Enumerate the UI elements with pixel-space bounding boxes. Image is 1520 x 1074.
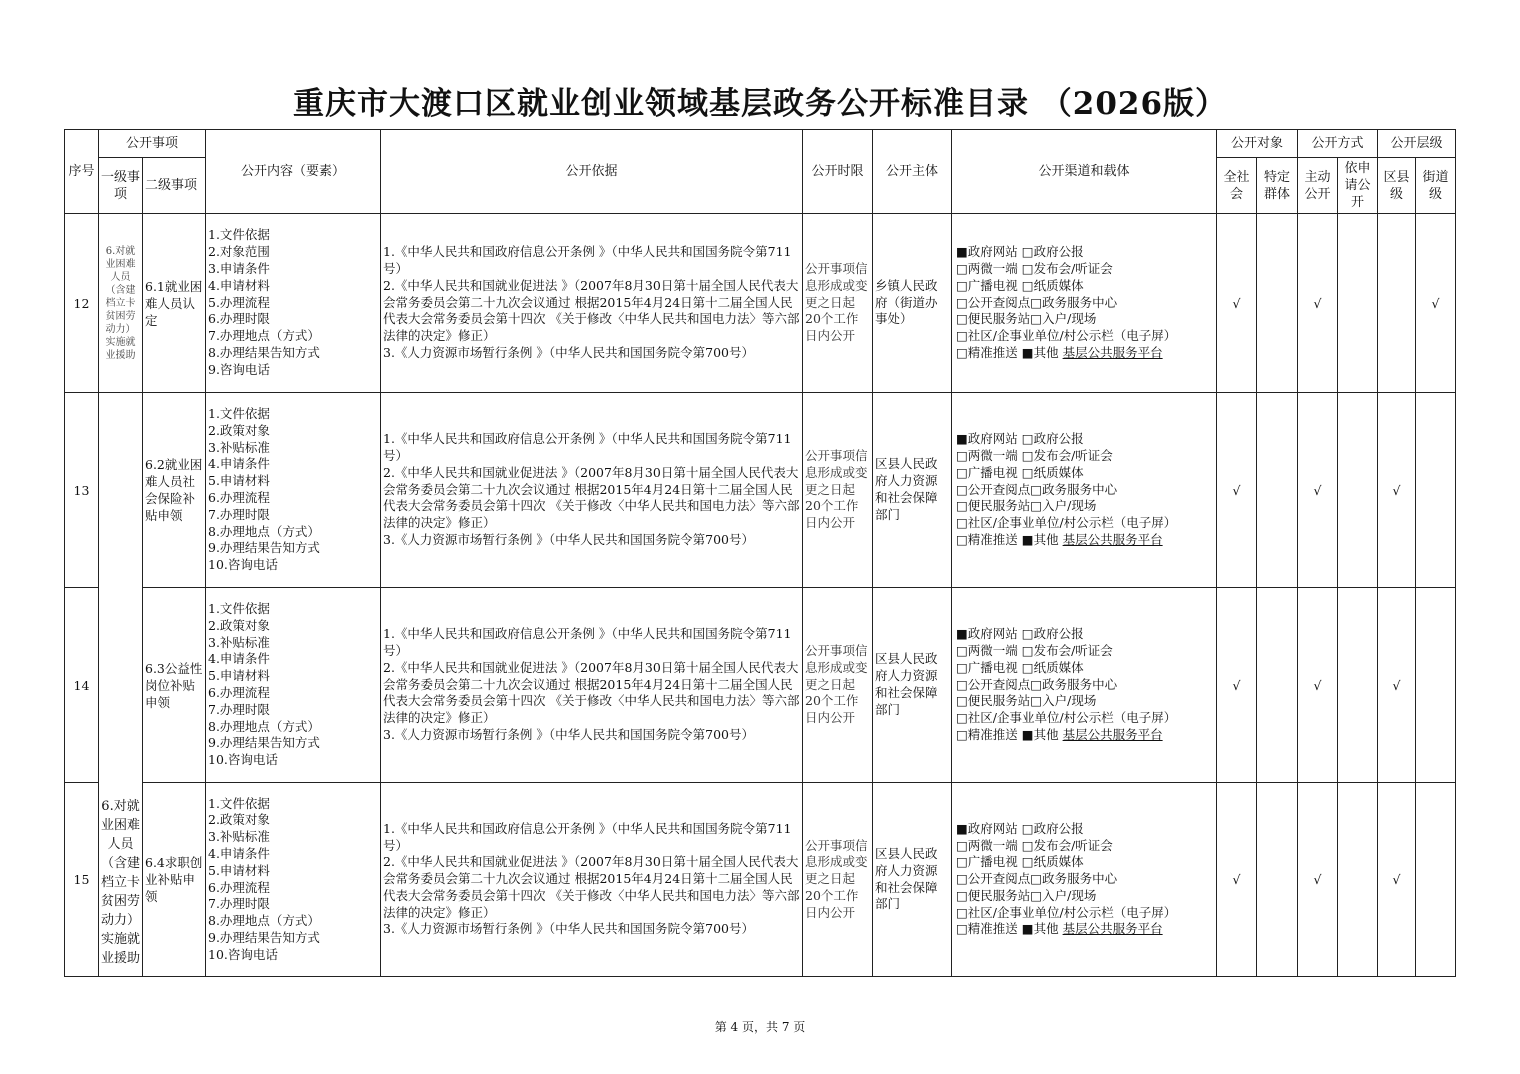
header-street: 街道级 (1416, 158, 1456, 214)
catalog-table (64, 129, 1456, 977)
check-street (1416, 393, 1456, 588)
check-apply (1338, 588, 1378, 783)
check-apply (1338, 214, 1378, 393)
channel-line: □精准推送 ■其他 (956, 344, 1059, 360)
table-row (65, 783, 1456, 977)
channel-line: ■政府网站 □政府公报 (956, 626, 1084, 642)
channel-line: □便民服务站□入户/现场 (956, 693, 1097, 709)
page-title: 重庆市大渡口区就业创业领域基层政务公开标准目录 （2026版） (292, 86, 1228, 122)
check-county: √ (1378, 588, 1416, 783)
channel-line: □公开查阅点□政务服务中心 (956, 676, 1118, 692)
check-county: √ (1378, 783, 1416, 977)
channel-line: □广播电视 □纸质媒体 (956, 277, 1084, 293)
check-whole: √ (1217, 783, 1257, 977)
level1-cell: 6.对就业困难人员（含建档立卡贫困劳动力）实施就业援助 (99, 214, 143, 393)
check-street: √ (1416, 214, 1456, 393)
channel-line: □公开查阅点□政务服务中心 (956, 481, 1118, 497)
basis-cell: 1.《中华人民共和国政府信息公开条例 》（中华人民共和国国务院令第711号） 2.《中华人民共和国就业促进法 》（2007年8月30日第十届全国人民代表大会常务委员会第二十九次会议通过 根据2015年4月24日第十二届全国人民代表大会常务委员会第十四次 《关于修改〈中华人民共和国电力法〉等六部法律的决定》修正） 3.《人力资源市场暂行条例 》（中华人民共和国国务院令第700号） (381, 588, 803, 783)
channel-cell (952, 214, 1217, 393)
check-apply (1338, 393, 1378, 588)
header-active: 主动公开 (1298, 158, 1338, 214)
channel-other: 基层公共服务平台 (1062, 344, 1163, 360)
header-level1: 一级事项 (99, 158, 143, 214)
header-specific: 特定群体 (1257, 158, 1298, 214)
content-cell: 1.文件依据 2.政策对象 3.补贴标准 4.申请条件 5.申请材料 6.办理流程 7.办理时限 8.办理地点（方式） 9.办理结果告知方式 10.咨询电话 (206, 393, 381, 588)
channel-line: □社区/企事业单位/村公示栏（电子屏） (956, 904, 1177, 920)
channel-line: ■政府网站 □政府公报 (956, 431, 1084, 447)
channel-line: □便民服务站□入户/现场 (956, 311, 1097, 327)
check-county (1378, 214, 1416, 393)
table-row (65, 214, 1456, 393)
channel-line: □精准推送 ■其他 (956, 726, 1059, 742)
channel-line: □广播电视 □纸质媒体 (956, 659, 1084, 675)
level2-cell: 6.2就业困难人员社会保险补贴申领 (143, 393, 206, 588)
check-active: √ (1298, 783, 1338, 977)
check-whole: √ (1217, 393, 1257, 588)
table-row (65, 393, 1456, 588)
header-level: 公开层级 (1378, 130, 1456, 158)
header-level2: 二级事项 (143, 158, 206, 214)
channel-line: □两微一端 □发布会/听证会 (956, 643, 1113, 658)
channel-cell (952, 588, 1217, 783)
check-specific (1257, 588, 1298, 783)
seq-cell: 15 (65, 783, 99, 977)
check-street (1416, 783, 1456, 977)
time-cell: 公开事项信息形成或变更之日起20个工作日内公开 (803, 214, 873, 393)
channel-line: □便民服务站□入户/现场 (956, 887, 1097, 903)
channel-line: □两微一端 □发布会/听证会 (956, 837, 1113, 853)
header-content: 公开内容（要素） (206, 130, 381, 214)
check-active: √ (1298, 214, 1338, 393)
seq-cell: 14 (65, 588, 99, 783)
header-target: 公开对象 (1217, 130, 1298, 158)
page-footer: 第 4 页，共 7 页 (714, 1020, 806, 1034)
subject-cell: 区县人民政府人力资源和社会保障部门 (873, 783, 952, 977)
channel-line: □社区/企事业单位/村公示栏（电子屏） (956, 710, 1177, 726)
seq-cell: 13 (65, 393, 99, 588)
content-cell: 1.文件依据 2.政策对象 3.补贴标准 4.申请条件 5.申请材料 6.办理流程 7.办理时限 8.办理地点（方式） 9.办理结果告知方式 10.咨询电话 (206, 588, 381, 783)
channel-cell (952, 783, 1217, 977)
channel-line: □社区/企事业单位/村公示栏（电子屏） (956, 328, 1177, 344)
time-cell: 公开事项信息形成或变更之日起20个工作日内公开 (803, 783, 873, 977)
level1-cell: 6.对就业困难人员（含建档立卡贫困劳动力）实施就业援助 (99, 393, 143, 977)
channel-line: □便民服务站□入户/现场 (956, 498, 1097, 514)
channel-line: □两微一端 □发布会/听证会 (956, 448, 1113, 463)
level2-cell: 6.1就业困难人员认定 (143, 214, 206, 393)
channel-other: 基层公共服务平台 (1062, 726, 1163, 742)
time-cell: 公开事项信息形成或变更之日起20个工作日内公开 (803, 588, 873, 783)
channel-cell (952, 393, 1217, 588)
channel-line: ■政府网站 □政府公报 (956, 244, 1084, 260)
check-specific (1257, 783, 1298, 977)
check-county: √ (1378, 393, 1416, 588)
check-active: √ (1298, 393, 1338, 588)
check-active: √ (1298, 588, 1338, 783)
channel-line: □公开查阅点□政务服务中心 (956, 294, 1118, 310)
header-apply: 依申请公开 (1338, 158, 1378, 214)
header-channel: 公开渠道和载体 (952, 130, 1217, 214)
header-whole: 全社会 (1217, 158, 1257, 214)
header-seq: 序号 (65, 130, 99, 214)
channel-line: □精准推送 ■其他 (956, 921, 1059, 937)
check-specific (1257, 214, 1298, 393)
header-items: 公开事项 (99, 130, 206, 158)
channel-line: □精准推送 ■其他 (956, 531, 1059, 547)
channel-line: □公开查阅点□政务服务中心 (956, 871, 1118, 887)
check-specific (1257, 393, 1298, 588)
basis-cell: 1.《中华人民共和国政府信息公开条例 》（中华人民共和国国务院令第711号） 2.《中华人民共和国就业促进法 》（2007年8月30日第十届全国人民代表大会常务委员会第二十九次会议通过 根据2015年4月24日第十二届全国人民代表大会常务委员会第十四次 《关于修改〈中华人民共和国电力法〉等六部法律的决定》修正） 3.《人力资源市场暂行条例 》（中华人民共和国国务院令第700号） (381, 214, 803, 393)
channel-line: □广播电视 □纸质媒体 (956, 854, 1084, 870)
channel-line: □广播电视 □纸质媒体 (956, 464, 1084, 480)
channel-line: □社区/企事业单位/村公示栏（电子屏） (956, 515, 1177, 531)
check-whole: √ (1217, 214, 1257, 393)
subject-cell: 乡镇人民政府（街道办事处） (873, 214, 952, 393)
header-basis: 公开依据 (381, 130, 803, 214)
level2-cell: 6.4求职创业补贴申领 (143, 783, 206, 977)
basis-cell: 1.《中华人民共和国政府信息公开条例 》（中华人民共和国国务院令第711号） 2.《中华人民共和国就业促进法 》（2007年8月30日第十届全国人民代表大会常务委员会第二十九次会议通过 根据2015年4月24日第十二届全国人民代表大会常务委员会第十四次 《关于修改〈中华人民共和国电力法〉等六部法律的决定》修正） 3.《人力资源市场暂行条例 》（中华人民共和国国务院令第700号） (381, 393, 803, 588)
seq-cell: 12 (65, 214, 99, 393)
channel-line: ■政府网站 □政府公报 (956, 820, 1084, 836)
check-street (1416, 588, 1456, 783)
check-whole: √ (1217, 588, 1257, 783)
level2-cell: 6.3公益性岗位补贴申领 (143, 588, 206, 783)
header-subject: 公开主体 (873, 130, 952, 214)
content-cell: 1.文件依据 2.对象范围 3.申请条件 4.申请材料 5.办理流程 6.办理时限 7.办理地点（方式） 8.办理结果告知方式 9.咨询电话 (206, 214, 381, 393)
subject-cell: 区县人民政府人力资源和社会保障部门 (873, 393, 952, 588)
header-time: 公开时限 (803, 130, 873, 214)
header-county: 区县级 (1378, 158, 1416, 214)
header-method: 公开方式 (1298, 130, 1378, 158)
table-row (65, 588, 1456, 783)
content-cell: 1.文件依据 2.政策对象 3.补贴标准 4.申请条件 5.申请材料 6.办理流程 7.办理时限 8.办理地点（方式） 9.办理结果告知方式 10.咨询电话 (206, 783, 381, 977)
basis-cell: 1.《中华人民共和国政府信息公开条例 》（中华人民共和国国务院令第711号） 2.《中华人民共和国就业促进法 》（2007年8月30日第十届全国人民代表大会常务委员会第二十九次会议通过 根据2015年4月24日第十二届全国人民代表大会常务委员会第十四次 《关于修改〈中华人民共和国电力法〉等六部法律的决定》修正） 3.《人力资源市场暂行条例 》（中华人民共和国国务院令第700号） (381, 783, 803, 977)
check-apply (1338, 783, 1378, 977)
subject-cell: 区县人民政府人力资源和社会保障部门 (873, 588, 952, 783)
channel-other: 基层公共服务平台 (1062, 921, 1163, 937)
time-cell: 公开事项信息形成或变更之日起20个工作日内公开 (803, 393, 873, 588)
channel-other: 基层公共服务平台 (1062, 531, 1163, 547)
channel-line: □两微一端 □发布会/听证会 (956, 261, 1113, 276)
